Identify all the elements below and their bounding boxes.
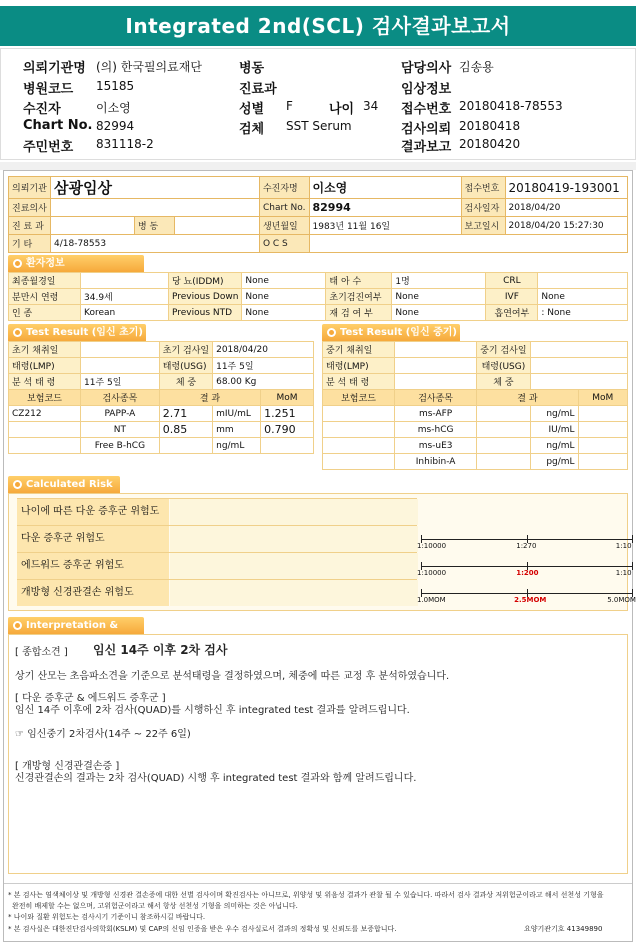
table-row: [323, 438, 628, 454]
risk-scale: [417, 529, 633, 555]
doctor-value: 김송용: [459, 60, 494, 74]
risk-row-ntd: [17, 579, 417, 605]
risk-header: [8, 476, 120, 493]
mid-table: [322, 341, 628, 470]
scale-tick-label: 1:10000: [417, 542, 447, 550]
summary-panel: [0, 48, 636, 160]
sex-value: F: [286, 99, 293, 113]
early-item: NT: [81, 422, 160, 438]
retest-value: None: [392, 305, 486, 321]
retest-label: 재 검 여 부: [326, 305, 392, 321]
prev-ntd-value: None: [242, 305, 326, 321]
lmp-label: 최종월경일: [9, 273, 81, 289]
testdate-label: 검사일자: [461, 199, 505, 217]
early-item: PAPP-A: [81, 406, 160, 422]
summary-text: 임신 14주 이후 2차 검사: [93, 643, 228, 657]
risk-row-age: [17, 498, 417, 524]
scale-tick-label: 5.0MOM: [607, 596, 636, 604]
accession-value: 20180418-78553: [459, 99, 563, 113]
scale-tick-label: 2.5MOM: [514, 596, 547, 604]
dob-label: 생년월일: [259, 217, 309, 235]
scale-tick: [632, 535, 633, 543]
institution-value: (의) 한국필의료재단: [96, 60, 202, 74]
clinical-label: 임상정보: [401, 82, 452, 97]
fetus-label: 태 아 수: [326, 273, 392, 289]
mid-unit: IU/mL: [530, 422, 578, 438]
mid-item: ms-uE3: [395, 438, 477, 454]
prev-down-value: None: [242, 289, 326, 305]
early-usg-value: 11주 5일: [213, 358, 314, 374]
diabetes-value: None: [242, 273, 326, 289]
early-draw-date-value: 2018/04/20: [213, 342, 314, 358]
risk-label: 나이에 따른 다운 증후군 위험도: [17, 499, 169, 525]
ward-label: 병동: [239, 61, 265, 76]
risk-value: [170, 526, 418, 552]
mid-col-item: 검사종목: [395, 390, 477, 406]
early-draw-label: 초기 채취일: [9, 342, 81, 358]
mid-item: ms-AFP: [395, 406, 477, 422]
risk-row-edwards: [17, 552, 417, 578]
mid-item: ms-hCG: [395, 422, 477, 438]
early-result: [159, 438, 212, 454]
interp-line: 임신 14주 이후에 2차 검사(QUAD)를 시행하신 후 integrated test 결과를 알려드립니다.: [15, 705, 410, 716]
accno-label: 접수번호: [461, 177, 505, 199]
rrn-label: 주민번호: [23, 140, 74, 155]
early-unit: mIU/mL: [213, 406, 261, 422]
facility-code: 요양기관기호 41349890: [524, 925, 603, 933]
reportdate-value: 2018/04/20 15:27:30: [505, 217, 628, 235]
divider: [0, 162, 636, 170]
report-sheet: [3, 170, 636, 942]
fetus-value: 1명: [392, 273, 486, 289]
inst-label: 의뢰기관: [9, 177, 51, 199]
interp-line: [ 다운 증후군 & 에드워드 증후군 ]: [15, 693, 166, 704]
rrn-value: 831118-2: [96, 137, 154, 151]
early-weight-value: 68.00 Kg: [213, 374, 314, 390]
early-unit: ng/mL: [213, 438, 261, 454]
scale-tick-label: 1:10: [615, 569, 632, 577]
risk-scale: [417, 583, 636, 609]
race-value: Korean: [81, 305, 169, 321]
early-title: Test Result (임신 초기): [26, 327, 143, 338]
mid-lmp-label: 태령(LMP): [323, 358, 395, 374]
early-lmp-label: 태령(LMP): [9, 358, 81, 374]
scale-tick-label: 1:10: [615, 542, 632, 550]
early-header: [8, 324, 146, 341]
ivf-value: None: [538, 289, 628, 305]
table-row: [9, 438, 314, 454]
footer-note: * 나이와 질환 위험도는 검사시기 기준이니 참조하시길 바랍니다.: [8, 913, 206, 921]
interp-header: [8, 617, 144, 634]
early-col-mom: MoM: [261, 390, 314, 406]
mid-col-mom: MoM: [578, 390, 627, 406]
report-title: Integrated 2nd(SCL) 검사결과보고서: [125, 14, 511, 38]
risk-row-down: [17, 525, 417, 551]
early-result: 2.71: [159, 406, 212, 422]
sex-label: 성별: [239, 102, 265, 117]
early-label: 초기검진여부: [326, 289, 392, 305]
risk-panel: [8, 493, 636, 611]
risk-label: 다운 증후군 위험도: [17, 526, 169, 552]
table-row: [9, 406, 314, 422]
table-row: [323, 406, 628, 422]
mid-draw-date-label: 중기 검사일: [477, 342, 530, 358]
mid-analysis-label: 분 석 태 령: [323, 374, 395, 390]
age-label: 나이: [329, 102, 355, 117]
mid-draw-label: 중기 채취일: [323, 342, 395, 358]
doctor-label: 진료의사: [9, 199, 51, 217]
etc-value: 4/18-78553: [51, 235, 260, 253]
patient-info-table: [8, 272, 628, 321]
early-analysis-value: 11주 5일: [81, 374, 160, 390]
prev-down-label: Previous Down: [169, 289, 242, 305]
patient-value: 이소영: [309, 177, 461, 199]
early-col-result: 결 과: [159, 390, 260, 406]
footer-note: * 본 검사실은 대한진단검사의학회(KSLM) 및 CAP의 신임 인증을 받은 우수 검사실로서 결과의 정확성 및 신뢰도를 보증합니다.: [8, 925, 397, 933]
interp-panel: [8, 634, 628, 874]
mid-unit: ng/mL: [530, 438, 578, 454]
mid-unit: ng/mL: [530, 406, 578, 422]
doctor-label: 담당의사: [401, 61, 452, 76]
prev-ntd-label: Previous NTD: [169, 305, 242, 321]
ward-label: 병 동: [135, 217, 175, 235]
chart-label: Chart No.: [23, 118, 93, 133]
report-value: 20180420: [459, 137, 521, 151]
dept-label: 진료과: [239, 82, 277, 97]
early-unit: mm: [213, 422, 261, 438]
early-mom: [261, 438, 314, 454]
accno-value: 20180419-193001: [505, 177, 628, 199]
early-code: CZ212: [9, 406, 81, 422]
patient-label: 수진자명: [259, 177, 309, 199]
dept-label: 진 료 과: [9, 217, 51, 235]
interp-line: ☞ 임신중기 2차검사(14주 ~ 22주 6일): [15, 729, 191, 740]
dept-value: [51, 217, 135, 235]
patient-info-title: 환자정보: [26, 258, 65, 269]
report-label: 결과보고: [401, 140, 452, 155]
table-row: [9, 422, 314, 438]
specimen-value: SST Serum: [286, 119, 352, 133]
mid-header: [322, 324, 460, 341]
reportdate-label: 보고일시: [461, 217, 505, 235]
ivf-label: IVF: [486, 289, 538, 305]
table-row: [323, 422, 628, 438]
early-usg-label: 태령(USG): [159, 358, 212, 374]
interp-title: Interpretation &: [26, 620, 119, 631]
info-table: [8, 176, 628, 253]
early-code: [9, 438, 81, 454]
mid-item: Inhibin-A: [395, 454, 477, 470]
summary-label: [ 종합소견 ]: [15, 647, 68, 658]
scale-tick: [632, 562, 633, 570]
specimen-label: 검체: [239, 122, 265, 137]
request-label: 검사의뢰: [401, 122, 452, 137]
interp-line: 상기 산모는 초음파소견을 기준으로 분석태령을 결정하였으며, 체중에 따른 교정 후 분석하였습니다.: [15, 671, 450, 682]
mid-col-code: 보험코드: [323, 390, 395, 406]
footer-note: * 본 검사는 염색체이상 및 개방형 신경관 결손증에 대한 선별 검사이며 확진검사는 아니므로, 위양성 및 위음성 결과가 관찰 될 수 있습니다. 따라서 검사 결과상 저위험군이라고 해서 선천성 기형을: [8, 891, 604, 899]
delivery-age-value: 34.9세: [81, 289, 169, 305]
race-label: 인 종: [9, 305, 81, 321]
table-row: [323, 454, 628, 470]
accession-label: 접수번호: [401, 102, 452, 117]
early-weight-label: 체 중: [159, 374, 212, 390]
early-mom: 1.251: [261, 406, 314, 422]
hospital-code-label: 병원코드: [23, 82, 74, 97]
early-item: Free B-hCG: [81, 438, 160, 454]
chart-label: Chart No.: [259, 199, 309, 217]
mid-col-result: 결 과: [477, 390, 578, 406]
ocs-label: O C S: [259, 235, 309, 253]
risk-scale: [417, 556, 633, 582]
collector-value: 이소영: [96, 101, 131, 115]
inst-value: 삼광임상: [51, 177, 260, 199]
patient-info-header: [8, 255, 144, 272]
collector-label: 수진자: [23, 102, 61, 117]
early-analysis-label: 분 석 태 령: [9, 374, 81, 390]
scale-tick-label: 1:200: [516, 569, 539, 577]
early-col-item: 검사종목: [81, 390, 160, 406]
chart-value: 82994: [96, 119, 135, 133]
scale-tick-label: 1.0MOM: [417, 596, 446, 604]
early-mom: 0.790: [261, 422, 314, 438]
crl-label: CRL: [486, 273, 538, 289]
mid-title: Test Result (임신 중기): [340, 327, 457, 338]
risk-value: [170, 580, 418, 606]
ocs-value: [309, 235, 628, 253]
smoking-value: : None: [538, 305, 628, 321]
interp-line: [ 개방형 신경관결손증 ]: [15, 761, 120, 772]
footer: [4, 883, 632, 941]
mid-weight-label: 체 중: [477, 374, 530, 390]
early-value: None: [392, 289, 486, 305]
footer-note: 완전히 배제할 수는 없으며, 고위험군이라고 해서 항상 선천성 기형을 의미하는 것은 아닙니다.: [12, 902, 298, 910]
early-code: [9, 422, 81, 438]
scale-tick-label: 1:10000: [417, 569, 447, 577]
delivery-age-label: 분만시 연령: [9, 289, 81, 305]
scale-tick-label: 1:270: [516, 542, 537, 550]
report-title-bar: [0, 6, 636, 46]
doctor-value: [51, 199, 260, 217]
chart-value: 82994: [309, 199, 461, 217]
interp-line: 신경관결손의 결과는 2차 검사(QUAD) 시행 후 integrated test 결과와 함께 알려드립니다.: [15, 773, 417, 784]
risk-label: 개방형 신경관결손 위험도: [17, 580, 169, 606]
mid-usg-label: 태령(USG): [477, 358, 530, 374]
risk-value: [170, 499, 418, 525]
risk-value: [170, 553, 418, 579]
early-result: 0.85: [159, 422, 212, 438]
risk-label: 에드워드 증후군 위험도: [17, 553, 169, 579]
early-table: [8, 341, 314, 454]
risk-title: Calculated Risk: [26, 479, 113, 490]
dob-value: 1983년 11월 16일: [309, 217, 461, 235]
ward-value: [175, 217, 260, 235]
request-value: 20180418: [459, 119, 521, 133]
early-col-code: 보험코드: [9, 390, 81, 406]
etc-label: 기 타: [9, 235, 51, 253]
diabetes-label: 당 뇨(IDDM): [169, 273, 242, 289]
smoking-label: 흡연여부: [486, 305, 538, 321]
mid-unit: pg/mL: [530, 454, 578, 470]
early-draw-date-label: 초기 검사일: [159, 342, 212, 358]
age-value: 34: [363, 99, 379, 113]
hospital-code-value: 15185: [96, 79, 135, 93]
institution-label: 의뢰기관명: [23, 61, 86, 76]
testdate-value: 2018/04/20: [505, 199, 628, 217]
